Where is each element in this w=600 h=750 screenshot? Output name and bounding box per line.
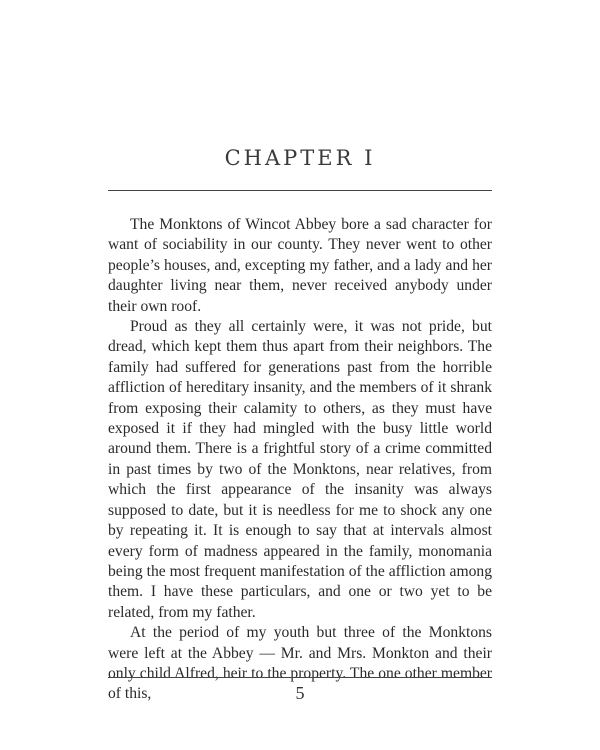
paragraph-1: The Monktons of Wincot Abbey bore a sad character for want of sociability in our county. They never went to other people’s houses, and, excepting my father, and a lady and her daughter living near them, never received anybody under their own roof. — [108, 216, 492, 315]
chapter-heading: CHAPTER I — [224, 146, 376, 170]
paragraph-2: Proud as they all certainly were, it was not pride, but dread, which kept them thus apart from their neighbors. The family had suffered for generations past from the horrible affliction of hereditary insanity, and the members of it shrank from exposing their calamity to others, as they must have exposed it if they had mingled with the busy little world around them. There is a frightful story of a crime committed in past times by two of the Monktons, near relatives, from which the first appearance of the insanity was always supposed to date, but it is needless for me to shock any one by repeating it. It is enough to say that at intervals almost every form of madness appeared in the family, monomania being the most frequent manifestation of the affliction among them. I have these particulars, and one or two yet to be related, from my father. — [108, 318, 492, 621]
page-number: 5 — [295, 683, 305, 703]
chapter-body — [108, 215, 492, 705]
paragraph-3: At the period of my youth but three of the Monktons were left at the Abbey — Mr. and Mrs. Monkton and their only child Alfred, heir to the property. The one other member of this, — [108, 624, 492, 703]
bottom-rule — [108, 677, 492, 678]
top-rule — [108, 190, 492, 191]
